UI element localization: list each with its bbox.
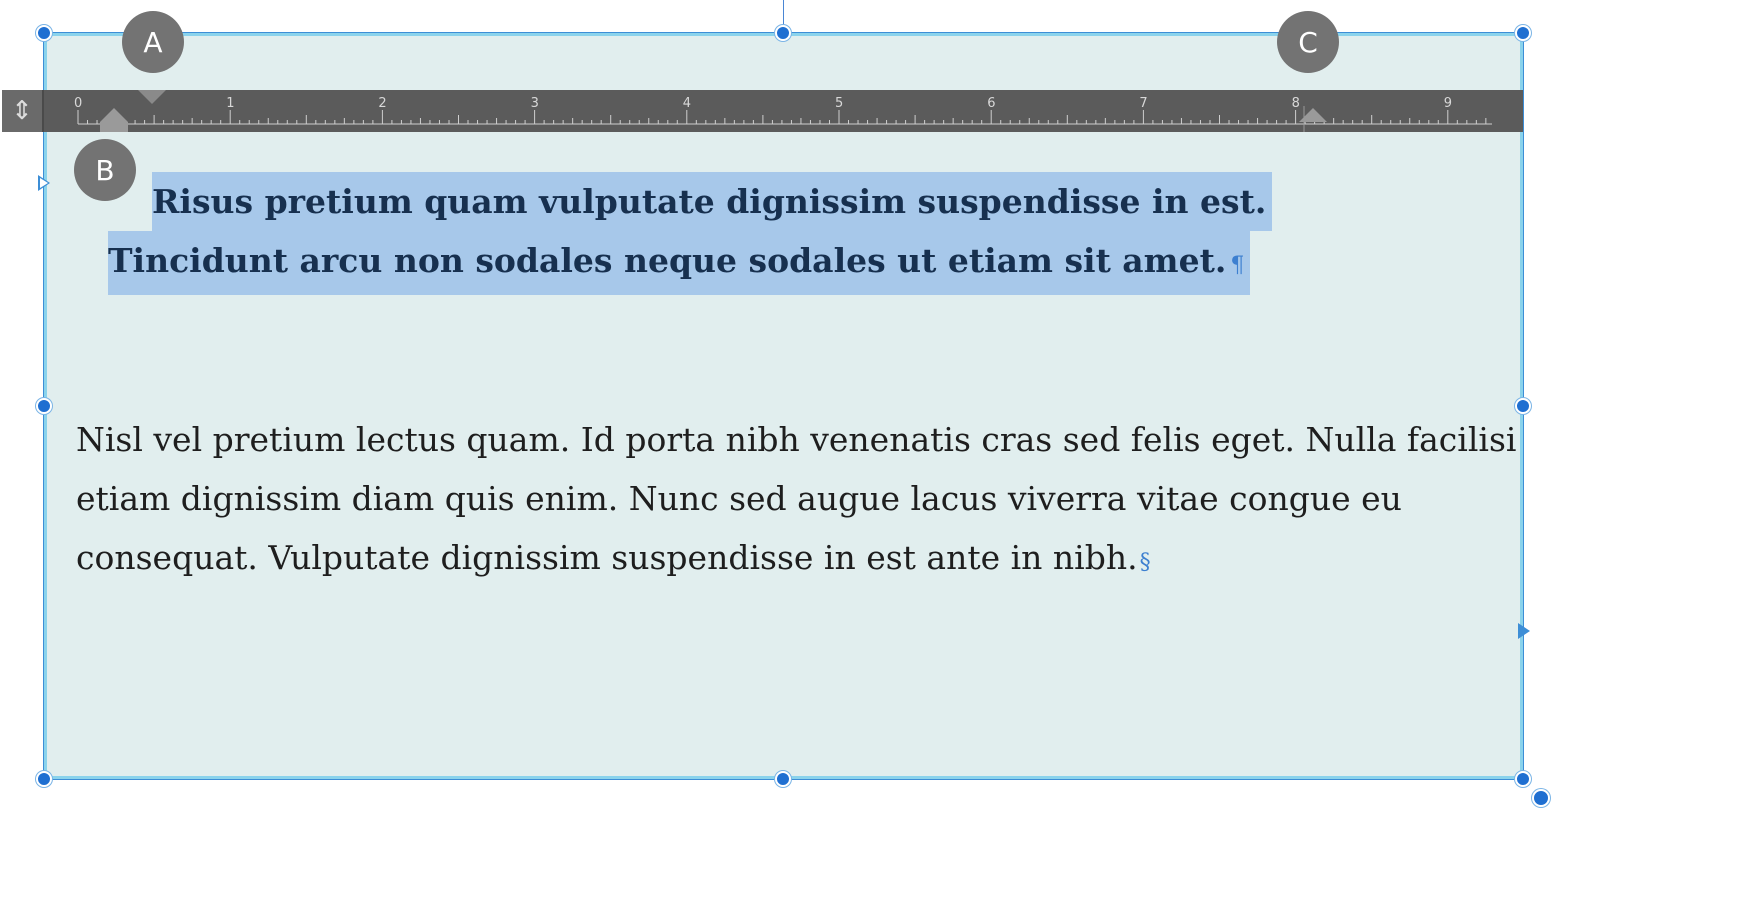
ruler-label: 5 xyxy=(835,96,844,111)
resize-handle-top-right[interactable] xyxy=(1515,25,1531,41)
first-line-indent-marker[interactable] xyxy=(138,90,166,104)
left-indent-marker[interactable] xyxy=(100,108,128,122)
body-line-3-text: consequat. Vulputate dignissim suspendisse in est ante in nibh. xyxy=(76,538,1138,577)
ruler-label: 9 xyxy=(1443,96,1453,111)
resize-handle-top-left[interactable] xyxy=(36,25,52,41)
resize-handle-bottom-left[interactable] xyxy=(36,771,52,787)
callout-a: A xyxy=(122,11,184,73)
selected-heading-paragraph[interactable] xyxy=(108,172,1408,295)
ruler-label: 2 xyxy=(378,96,387,111)
callout-c: C xyxy=(1277,11,1339,73)
ruler-scale xyxy=(2,90,1523,132)
ruler-label: 4 xyxy=(682,96,692,111)
ruler-label: 1 xyxy=(226,96,235,111)
heading-line-2-text: Tincidunt arcu non sodales neque sodales ut etiam sit amet. xyxy=(108,241,1227,280)
right-indent-marker[interactable] xyxy=(1299,108,1327,122)
section-break-icon: § xyxy=(1139,550,1151,575)
body-line-1: Nisl vel pretium lectus quam. Id porta nibh venenatis cras sed felis eget. Nulla facilisi xyxy=(76,420,1517,459)
vertical-resize-icon[interactable]: ⇕ xyxy=(2,90,44,132)
text-flow-handle[interactable] xyxy=(1532,789,1550,807)
resize-handle-middle-right[interactable] xyxy=(1515,398,1531,414)
heading-line-1: Risus pretium quam vulputate dignissim suspendisse in est. xyxy=(152,172,1272,231)
body-paragraph[interactable] xyxy=(76,410,1517,592)
body-line-2: etiam dignissim diam quis enim. Nunc sed augue lacus viverra vitae congue eu xyxy=(76,479,1402,518)
right-text-indent-marker[interactable] xyxy=(1518,623,1530,639)
left-margin-marker[interactable] xyxy=(100,122,128,132)
left-text-indent-marker[interactable] xyxy=(38,175,50,191)
resize-handle-bottom-center[interactable] xyxy=(775,771,791,787)
ruler-label: 8 xyxy=(1291,96,1300,111)
pilcrow-icon: ¶ xyxy=(1230,253,1245,278)
ruler-label: 6 xyxy=(987,96,996,111)
body-line-3 xyxy=(76,528,1506,592)
resize-handle-bottom-right[interactable] xyxy=(1515,771,1531,787)
ruler-label: 3 xyxy=(530,96,539,111)
horizontal-ruler[interactable] xyxy=(2,90,1523,132)
ruler-label: 7 xyxy=(1139,96,1148,111)
resize-handle-middle-left[interactable] xyxy=(36,398,52,414)
text-box[interactable] xyxy=(44,33,1523,779)
callout-b: B xyxy=(74,139,136,201)
ruler-label: 0 xyxy=(74,96,83,111)
resize-handle-top-center[interactable] xyxy=(775,25,791,41)
heading-line-2 xyxy=(108,231,1250,295)
